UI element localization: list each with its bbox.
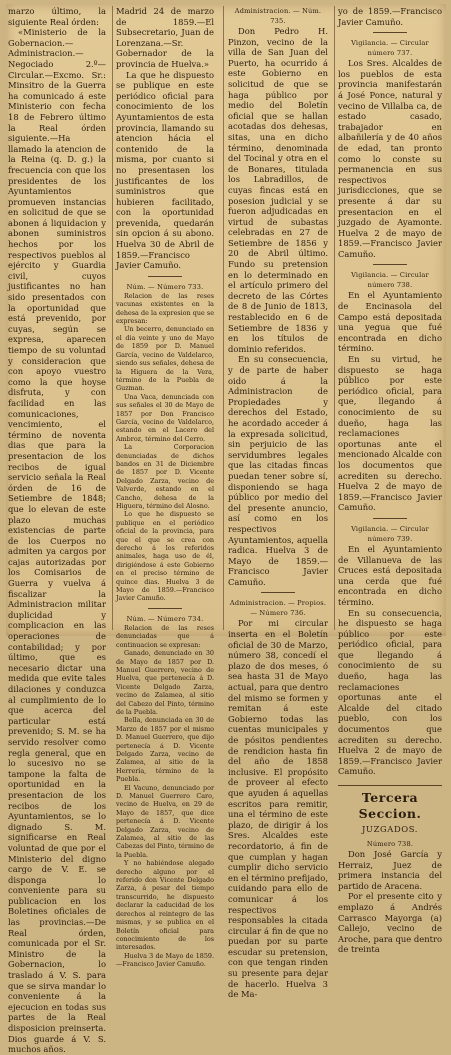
section-subtitle: JUZGADOS. (361, 824, 419, 834)
notice-heading: Núm. — Número 733. (126, 282, 204, 291)
paragraph: En el Ayuntamiento de Villanueva de las Cruces está depositada una cerda que fué encontrada en dicho término. (338, 543, 442, 607)
notice-heading: Administracion. — Núm. 735. (234, 7, 322, 25)
divider (373, 518, 407, 519)
paragraph: Don Pedro H. Pinzon, vecino de la villa de San Juan del Puerto, ha ocurrido á este Gobierno en solicitud de que se haga público por medio del Boletín oficial que se hallan acotadas dos dehesas, sitas, una en dicho término, denominada del Tocinal y otra en el de Bonares, titulada los Labradillos, de cuyas fincas está en posesion judicial y se fueron adjudicadas en virtud de subastas celebradas en 27 de Setiembre de 1856 y 20 de Abril último. Fundo su pretension en lo determinado en el artículo primero del decreto de las Córtes de 8 de Junio de 1813, restablecido en 6 de Setiembre de 1836 y en los títulos de dominio referidos. (228, 26, 328, 354)
newspaper-page (6, 4, 446, 1055)
paragraph: Ganado, denunciado en 30 de Mayo de 1857 por D. Manuel Guerrero, vecino de Huelva, que pertenecía á D. Vicente Delgado Zarza, vecino de Zalamea, al sitio del Cabezo del Pinto, término de la Puebla. (116, 649, 214, 716)
paragraph: Y no habiéndose alegado derecho alguno por el referido don Vicente Delgado Zarza, á pesar del tiempo transcurrido, he dispuesto declarar la caducidad de los derechos al reintegro de las mismas, y se publica en el Boletín oficial para conocimiento de los interesados. (116, 859, 214, 952)
section-title: Tercera Seccion. (358, 790, 422, 821)
paragraph: Por el presente cito y emplazo á Andrés Carrasco Mayorga (a) Callejo, vecino de Aroche, para que dentro de treinta (338, 891, 442, 955)
column-rule (112, 6, 113, 630)
notice-heading: Vigilancia. — Circular número 737. (351, 39, 429, 58)
notice-heading: Administracion. — Propios. — Número 736. (229, 599, 327, 618)
section-divider (338, 785, 442, 786)
paragraph: La que he dispuesto se publique en este periódico oficial para conocimiento de los Ayuntamientos de esta provincia, llamando su atencion hácia el contenido de la misma, por cuanto si no presentasen los justificantes de los suministros que hubieren facilitado, con la oportunidad prevenida, quedarán sin opcion á su abono. Huelva 30 de Abril de 1859.—Francisco Javier Camuño. (116, 69, 214, 271)
paragraph: Una Vaca, denunciada con sus señales el 30 de Mayo de 1857 por Don Francisco García, vecino de Valdelarco, estando en el Lacero del Ambroz, término del Cerro. (116, 392, 214, 443)
paragraph: En el Ayuntamiento de Encinasola del Campo está depositada una yegua que fué encontrada en dicho término. (338, 290, 442, 354)
paragraph: «Ministerio de la Gobernacion.—Administracion.—Negociado 2.º—Circular.—Excmo. Sr.: Minsitro de la Guerra ha comunicado á este Ministerio con fecha 18 de Febrero último la Real órden siguiente.—Ha llamado la atencion de la Reina (q. D. g.) la frecuencia con que los presidentes de los Ayuntamientos promueven instancias en solicitud de que se abonen á liquidacion y abonen suministros hechos por los respectivos pueblos al ejército y Guardia civil, cuyos justificantes no han sido presentados con la oportunidad que está prevenido, por cuyas, según se expresa, aparecen tiempo de su voluntad y consideracion que con apoyo vuestro como la que hoyse disfruta, y con facilidad en las comunicaciones, vencimiento, el término de noventa dias que para la presentacion de los recibos de igual servicio señala la Real órden de 16 de Setiembre de 1848; que lo elevan de este plazo muchas existencias de parte de los Cuerpos no admiten ya cargos por cajas autorizadas por los Comisarios de Guerra y vuelva á fiscalizar la Administracion militar duplicidad y complicacion en las operaciones de contabilidad; y por último, que es necesario dictar una medida que evite tales dilaciones y conduzca al cumplimiento de lo que acerca del particular está prevenido; S. M. se ha servido resolver como regla general, que en lo sucesivo no se tampone la falta de oportunidad en la presentacion de los recibos de los Ayuntamientos, se lo dignado S. M. significarse en Real voluntad de que por el Ministerio del digno cargo de V. E. se disponga lo conveniente para su publicacion en los Boletines oficiales de las provincias.—De Real órden, comunicada por el Sr. Ministro de la Gobernacion, lo traslado á V. S. para que se sirva mandar lo conveniente á la ejecucion en todas sus partes de la Real disposicion preinserta. Dios guarde á V. S. muchos años. (8, 27, 106, 1055)
column-4 (338, 6, 442, 955)
paragraph: Lo que he dispuesto se publique en el periódico oficial de la provincia, para que el que se crea con derecho á los referidos animales, haga uso de él, dirigiéndose á este Gobierno en el preciso término de quince dias. Huelva 3 de Mayo de 1859.—Francisco Javier Camuño. (116, 510, 214, 603)
divider (148, 608, 182, 609)
paragraph: Don José García y Herraiz, Juez de primera instancia del partido de Aracena. (338, 849, 442, 891)
notice-heading: Vigilancia. — Circular número 738. (351, 271, 429, 290)
notice-heading: Vigilancia. — Circular número 739. (351, 524, 429, 543)
divider (148, 276, 182, 277)
paragraph: Madrid 24 de marzo de 1859.—El Subsecretario, Juan de Lorenzana.—Sr. Gobernador de la provincia de Huelva.» (116, 6, 214, 69)
paragraph: Bella, denunciada en 30 de Marzo de 1857 por el mismo D. Manuel Guerrero, que dijo pertenecía á D. Vicente Delgado Zarza, vecino de Zalamea, al sitio de la Herrería, término de la Puebla. (116, 716, 214, 784)
paragraph: Huelva 3 de Mayo de 1859.—Francisco Javier Camuño. (116, 951, 214, 969)
paragraph: Por mi circular inserta en el Boletín oficial de 30 de Marzo, número 38, concedí el plazo de dos meses, ó sea hasta 31 de Mayo actual, para que dentro del mismo se formen y remitan á este Gobierno todas las cuentas municipales y de pósitos pendientes de rendicion hasta fin del año de 1858 inclusive. El propósito de proveer al efecto que ayuden á aquellas escritos para remitir, una el término de este plazo, de dirigir á los Sres. Alcaldes este recordatorio, á fin de que cumplan y hagan cumplir dicho servicio en el término prefijado, cuidando para ello de comunicar á los respectivos responsables la citada circular á fin de que no puedan por su parte escudar su pretension, con que tengan rinden su presente para dejar de hacerlo. Huelva 3 de Ma- (228, 618, 328, 1000)
paragraph: En su consecuencia, y de parte de haber oido á la Administracion de Propiedades y derechos del Estado, he acordado acceder á la expresada solicitud, sin perjuicio de las servidumbres legales que las citadas fincas puedan tener sobre sí, disponiendo se haga público por medio del del presente anuncio, así como en los respectivos Ayuntamientos, aquella radica. Huelva 3 de Mayo de 1859.—Francisco Javier Camuño. (228, 354, 328, 587)
paragraph: La Corporacion denunciadas de dichos bandos en 31 de Diciembre de 1857 por D. Vicente Delgado Zarza, vecino de Valverde, estando en el Cancho, dehesa de la Higuera, término del Alosno. (116, 443, 214, 510)
paragraph: El Vacuno, denunciado por D. Manuel Guerrero Caro, vecino de Huelva, en 29 de Mayo de 1857, que dice pertenecía á D. Vicente Delgado Zarza, vecino de Zalamea, al sitio de las Cabezas del Pinto, término de la Puebla. (116, 783, 214, 859)
paragraph: Relacion de las reses denunciadas que á continuacion se expresan: (116, 623, 214, 649)
divider (261, 592, 295, 593)
paragraph: marzo último, la siguiente Real órden: (8, 6, 106, 27)
notice-body (116, 292, 214, 603)
notice-body (116, 624, 214, 969)
notice-heading: Núm. — Número 734. (126, 614, 204, 623)
paragraph: Relacion de las reses vacunas existentes en la dehesa de la expresion que se expresan: (116, 291, 214, 326)
notice-heading: Número 738. (366, 840, 414, 848)
column-2 (116, 6, 214, 969)
paragraph: Un becerro, denunciado en el dia veinte y uno de Mayo de 1859 por D. Manuel García, vecino de Valdelarco, siendo sus señales, dehesa de la Higuera de la Vera, término de la Puebla de Guzman. (116, 325, 214, 393)
paragraph: En su virtud, he dispuesto se haga público por este periódico oficial, para que, llegando á conocimiento de su dueño, haga las reclamaciones oportunas ante el mencionado Alcalde con los documentos que acrediten su derecho. Huelva 2 de mayo de 1859.—Francisco Javier Camuño. (338, 354, 442, 513)
divider (373, 264, 407, 265)
column-3 (228, 6, 328, 1000)
column-rule (334, 6, 335, 630)
paragraph: yo de 1859.—Francisco Javier Camuño. (338, 6, 442, 27)
paragraph: En su consecuencia, he dispuesto se haga público por este periódico oficial, para que llegando á conocimiento de su dueño, haga las reclamaciones oportunas ante el Alcalde del citado pueblo, con los documentos que acrediten su derecho. Huelva 2 de mayo de 1859.—Francisco Javier Camuño. (338, 607, 442, 777)
paragraph: Los Sres. Alcaldes de los pueblos de esta provincia manifestarán á José Ponce, natural y vecino de Villalba ca, de estado casado, trabajador en albañilería y de 40 años de edad, tan pronto como lo conste su permanencia en sus respectivos jurisdicciones, que se presente á dar su presentacion en el juzgado de Ayamonte. Huelva 2 de mayo de 1859.—Francisco Javier Camuño. (338, 58, 442, 259)
column-1 (8, 6, 106, 1055)
column-rule (223, 6, 224, 630)
divider (373, 32, 407, 33)
